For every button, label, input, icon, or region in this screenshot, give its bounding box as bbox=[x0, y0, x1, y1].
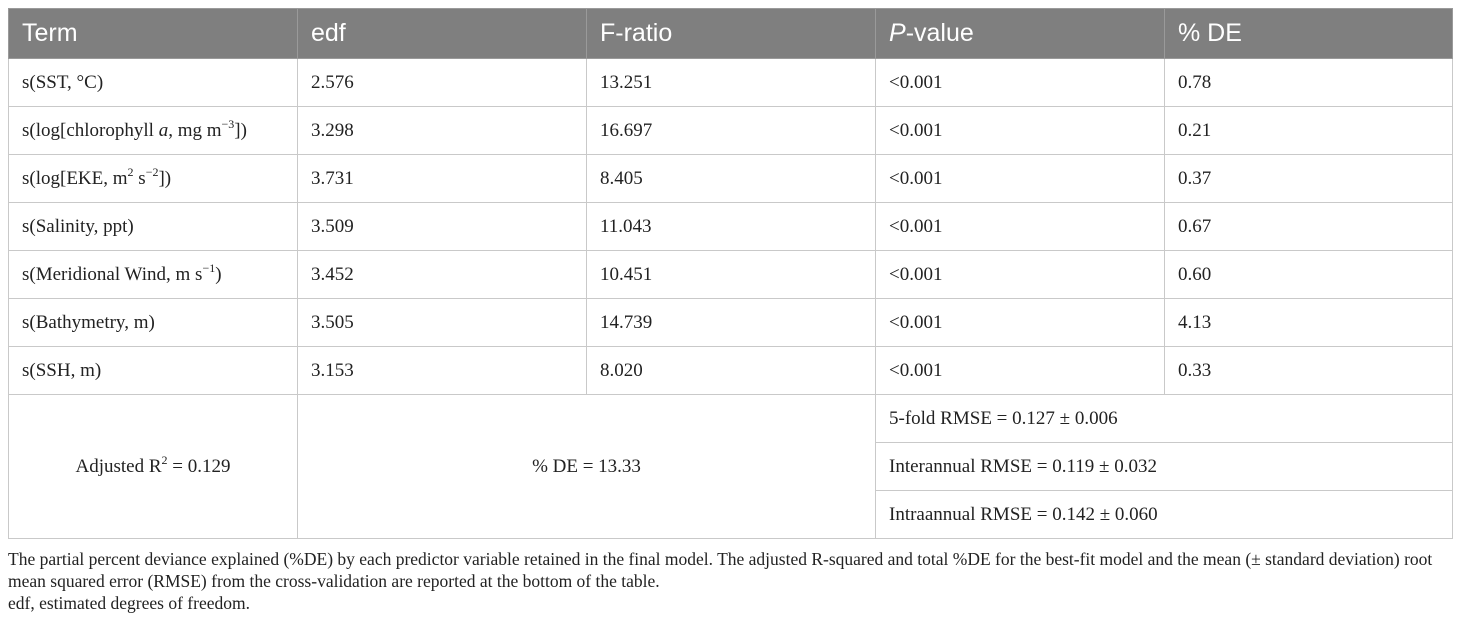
adjusted-r2-text: Adjusted R bbox=[75, 455, 162, 477]
term-superscript: 2 bbox=[127, 164, 134, 179]
term-text: s(log[chlorophyll bbox=[22, 119, 159, 141]
term-superscript: −1 bbox=[202, 260, 216, 275]
rmse-interannual-cell: Interannual RMSE = 0.119 ± 0.032 bbox=[876, 443, 1453, 491]
p-value-cell: <0.001 bbox=[876, 347, 1165, 395]
term-cell: s(Salinity, ppt) bbox=[9, 203, 298, 251]
term-cell: s(SST, °C) bbox=[9, 59, 298, 107]
term-cell bbox=[9, 107, 298, 155]
header-edf: edf bbox=[298, 9, 587, 59]
de-cell: 0.67 bbox=[1165, 203, 1453, 251]
total-de-cell: % DE = 13.33 bbox=[298, 395, 876, 539]
f-ratio-cell: 8.405 bbox=[587, 155, 876, 203]
rmse-5fold-cell: 5-fold RMSE = 0.127 ± 0.006 bbox=[876, 395, 1453, 443]
table-header bbox=[9, 9, 1453, 59]
term-cell bbox=[9, 155, 298, 203]
header-p-suffix: -value bbox=[905, 19, 974, 47]
f-ratio-cell: 8.020 bbox=[587, 347, 876, 395]
de-cell: 0.60 bbox=[1165, 251, 1453, 299]
term-cell bbox=[9, 251, 298, 299]
edf-cell: 3.153 bbox=[298, 347, 587, 395]
adjusted-r2-cell bbox=[9, 395, 298, 539]
table-footnote bbox=[8, 548, 1452, 614]
table-row bbox=[9, 203, 1453, 251]
table-row bbox=[9, 347, 1453, 395]
de-cell: 0.21 bbox=[1165, 107, 1453, 155]
table-row bbox=[9, 251, 1453, 299]
header-term: Term bbox=[9, 9, 298, 59]
f-ratio-cell: 10.451 bbox=[587, 251, 876, 299]
p-value-cell: <0.001 bbox=[876, 155, 1165, 203]
table-row bbox=[9, 155, 1453, 203]
term-text: s(Meridional Wind, m s bbox=[22, 263, 203, 285]
term-text: ]) bbox=[158, 167, 172, 189]
adjusted-r2-superscript: 2 bbox=[161, 452, 168, 467]
f-ratio-cell: 13.251 bbox=[587, 59, 876, 107]
de-cell: 0.78 bbox=[1165, 59, 1453, 107]
p-value-cell: <0.001 bbox=[876, 59, 1165, 107]
results-table-container bbox=[8, 8, 1452, 539]
term-cell: s(Bathymetry, m) bbox=[9, 299, 298, 347]
table-body bbox=[9, 59, 1453, 539]
footnote-caption: The partial percent deviance explained (%DE) by each predictor variable retained in the final model. The adjusted R-squared and total %DE for the best-fit model and the mean (± standard deviation) root mean squared error (RMSE) from the cross-validation are reported at the bottom of the table. bbox=[8, 549, 1433, 591]
de-cell: 0.33 bbox=[1165, 347, 1453, 395]
edf-cell: 3.509 bbox=[298, 203, 587, 251]
rmse-intraannual-cell: Intraannual RMSE = 0.142 ± 0.060 bbox=[876, 491, 1453, 539]
term-superscript: −2 bbox=[145, 164, 159, 179]
edf-cell: 3.731 bbox=[298, 155, 587, 203]
term-text: s(log[EKE, m bbox=[22, 167, 128, 189]
footnote-abbreviation: edf, estimated degrees of freedom. bbox=[8, 593, 250, 613]
header-p-value bbox=[876, 9, 1165, 59]
f-ratio-cell: 14.739 bbox=[587, 299, 876, 347]
summary-row bbox=[9, 395, 1453, 443]
edf-cell: 3.505 bbox=[298, 299, 587, 347]
term-text: ) bbox=[215, 263, 222, 285]
table-row bbox=[9, 59, 1453, 107]
table-row bbox=[9, 107, 1453, 155]
header-f-ratio: F-ratio bbox=[587, 9, 876, 59]
edf-cell: 3.452 bbox=[298, 251, 587, 299]
term-italic: a bbox=[158, 119, 169, 141]
header-row bbox=[9, 9, 1453, 59]
term-text: , mg m bbox=[168, 119, 222, 141]
p-value-cell: <0.001 bbox=[876, 299, 1165, 347]
term-text: s bbox=[133, 167, 146, 189]
de-cell: 4.13 bbox=[1165, 299, 1453, 347]
de-cell: 0.37 bbox=[1165, 155, 1453, 203]
header-p-italic: P bbox=[889, 19, 906, 47]
f-ratio-cell: 11.043 bbox=[587, 203, 876, 251]
p-value-cell: <0.001 bbox=[876, 107, 1165, 155]
p-value-cell: <0.001 bbox=[876, 251, 1165, 299]
edf-cell: 3.298 bbox=[298, 107, 587, 155]
p-value-cell: <0.001 bbox=[876, 203, 1165, 251]
term-superscript: −3 bbox=[221, 116, 235, 131]
table-row bbox=[9, 299, 1453, 347]
f-ratio-cell: 16.697 bbox=[587, 107, 876, 155]
adjusted-r2-value: = 0.129 bbox=[167, 455, 231, 477]
header-de: % DE bbox=[1165, 9, 1453, 59]
term-text: ]) bbox=[234, 119, 247, 141]
term-cell: s(SSH, m) bbox=[9, 347, 298, 395]
gam-results-table bbox=[8, 8, 1453, 539]
edf-cell: 2.576 bbox=[298, 59, 587, 107]
